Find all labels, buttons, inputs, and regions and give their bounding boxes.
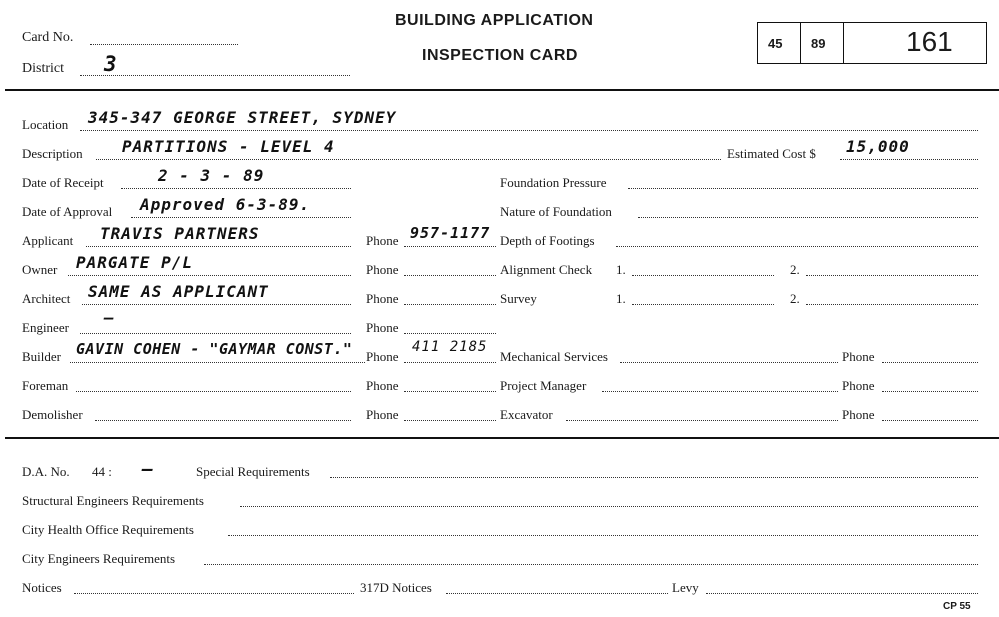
notices-field[interactable] [74,593,354,594]
date-approval-label: Date of Approval [22,204,113,219]
da-no-label: D.A. No. [22,464,70,479]
notices-317d-label: 317D Notices [360,580,432,595]
mechanical-phone-field[interactable] [882,362,978,363]
architect-phone-field[interactable] [404,304,496,305]
form-title-line1: BUILDING APPLICATION [395,12,594,29]
description-label: Description [22,146,83,161]
form-title-line2: INSPECTION CARD [422,47,578,64]
foreman-phone-field[interactable] [404,391,496,392]
demolisher-phone-field[interactable] [404,420,496,421]
estimated-cost-label: Estimated Cost $ [727,146,816,161]
city-engineers-label: City Engineers Requirements [22,551,176,566]
project-manager-phone-field[interactable] [882,391,978,392]
builder-phone-label: Phone [366,349,399,364]
location-field[interactable] [80,130,978,131]
survey-1-field[interactable] [632,304,774,305]
owner-value: PARGATE P/L [76,253,193,272]
applicant-phone-field[interactable] [404,246,496,247]
engineer-phone-field[interactable] [404,333,496,334]
foreman-field[interactable] [76,391,351,392]
estimated-cost-value: 15,000 [846,137,910,156]
box-a-value: 45 [768,36,783,51]
builder-field[interactable] [70,362,365,363]
special-requirements-label: Special Requirements [196,464,310,479]
alignment-2-label: 2. [790,262,800,277]
date-receipt-field[interactable] [121,188,351,189]
nature-foundation-field[interactable] [638,217,978,218]
card-no-label: Card No. [22,30,74,45]
builder-label: Builder [22,349,61,364]
foundation-pressure-label: Foundation Pressure [500,175,607,190]
foreman-label: Foreman [22,378,69,393]
applicant-phone-label: Phone [366,233,399,248]
special-requirements-field[interactable] [330,477,978,478]
survey-1-label: 1. [616,291,626,306]
builder-phone-value: 411 2185 [412,339,488,355]
card-no-field[interactable] [90,44,238,45]
applicant-value: TRAVIS PARTNERS [100,224,260,243]
estimated-cost-field[interactable] [840,159,978,160]
alignment-2-field[interactable] [806,275,978,276]
city-engineers-field[interactable] [204,564,978,565]
project-manager-phone-label: Phone [842,378,875,393]
health-field[interactable] [228,535,978,536]
engineer-phone-label: Phone [366,320,399,335]
project-manager-field[interactable] [602,391,838,392]
architect-field[interactable] [82,304,351,305]
description-value: PARTITIONS - LEVEL 4 [122,137,335,156]
depth-footings-label: Depth of Footings [500,233,595,248]
owner-label: Owner [22,262,58,277]
applicant-label: Applicant [22,233,74,248]
district-value: 3 [104,52,118,76]
date-approval-field[interactable] [131,217,351,218]
excavator-field[interactable] [566,420,838,421]
architect-phone-label: Phone [366,291,399,306]
engineer-value: — [104,308,115,327]
owner-field[interactable] [68,275,351,276]
demolisher-phone-label: Phone [366,407,399,422]
mechanical-field[interactable] [620,362,838,363]
excavator-label: Excavator [500,407,553,422]
engineer-label: Engineer [22,320,69,335]
depth-footings-field[interactable] [616,246,978,247]
alignment-check-label: Alignment Check [500,262,593,277]
survey-2-label: 2. [790,291,800,306]
date-approval-value: Approved 6-3-89. [140,195,311,214]
engineer-field[interactable] [80,333,351,334]
form-code: CP 55 [943,601,971,612]
applicant-field[interactable] [86,246,351,247]
structural-field[interactable] [240,506,978,507]
alignment-1-field[interactable] [632,275,774,276]
date-receipt-value: 2 - 3 - 89 [158,166,265,185]
description-field[interactable] [96,159,721,160]
demolisher-field[interactable] [95,420,351,421]
excavator-phone-field[interactable] [882,420,978,421]
da-no-prefix: 44 : [92,464,112,479]
middle-rule [5,437,999,439]
demolisher-label: Demolisher [22,407,83,422]
nature-foundation-label: Nature of Foundation [500,204,612,219]
mechanical-label: Mechanical Services [500,349,608,364]
builder-value: GAVIN COHEN - "GAYMAR CONST." [76,340,353,358]
project-manager-label: Project Manager [500,378,587,393]
survey-2-field[interactable] [806,304,978,305]
notices-label: Notices [22,580,62,595]
architect-value: SAME AS APPLICANT [88,282,269,301]
notices-317d-field[interactable] [446,593,668,594]
levy-field[interactable] [706,593,978,594]
structural-label: Structural Engineers Requirements [22,493,204,508]
builder-phone-field[interactable] [404,362,496,363]
district-label: District [22,61,64,76]
owner-phone-field[interactable] [404,275,496,276]
location-label: Location [22,117,69,132]
survey-label: Survey [500,291,537,306]
box-divider [800,22,801,64]
owner-phone-label: Phone [366,262,399,277]
top-rule [5,89,999,91]
foreman-phone-label: Phone [366,378,399,393]
alignment-1-label: 1. [616,262,626,277]
health-label: City Health Office Requirements [22,522,194,537]
excavator-phone-label: Phone [842,407,875,422]
applicant-phone-value: 957-1177 [410,224,491,242]
district-field[interactable] [80,75,350,76]
date-receipt-label: Date of Receipt [22,175,104,190]
card-number-value: 161 [906,26,953,57]
da-no-value: — [142,459,154,480]
box-divider [843,22,844,64]
levy-label: Levy [672,580,699,595]
mechanical-phone-label: Phone [842,349,875,364]
foundation-pressure-field[interactable] [628,188,978,189]
architect-label: Architect [22,291,71,306]
box-b-value: 89 [811,36,826,51]
location-value: 345-347 GEORGE STREET, SYDNEY [88,108,397,127]
